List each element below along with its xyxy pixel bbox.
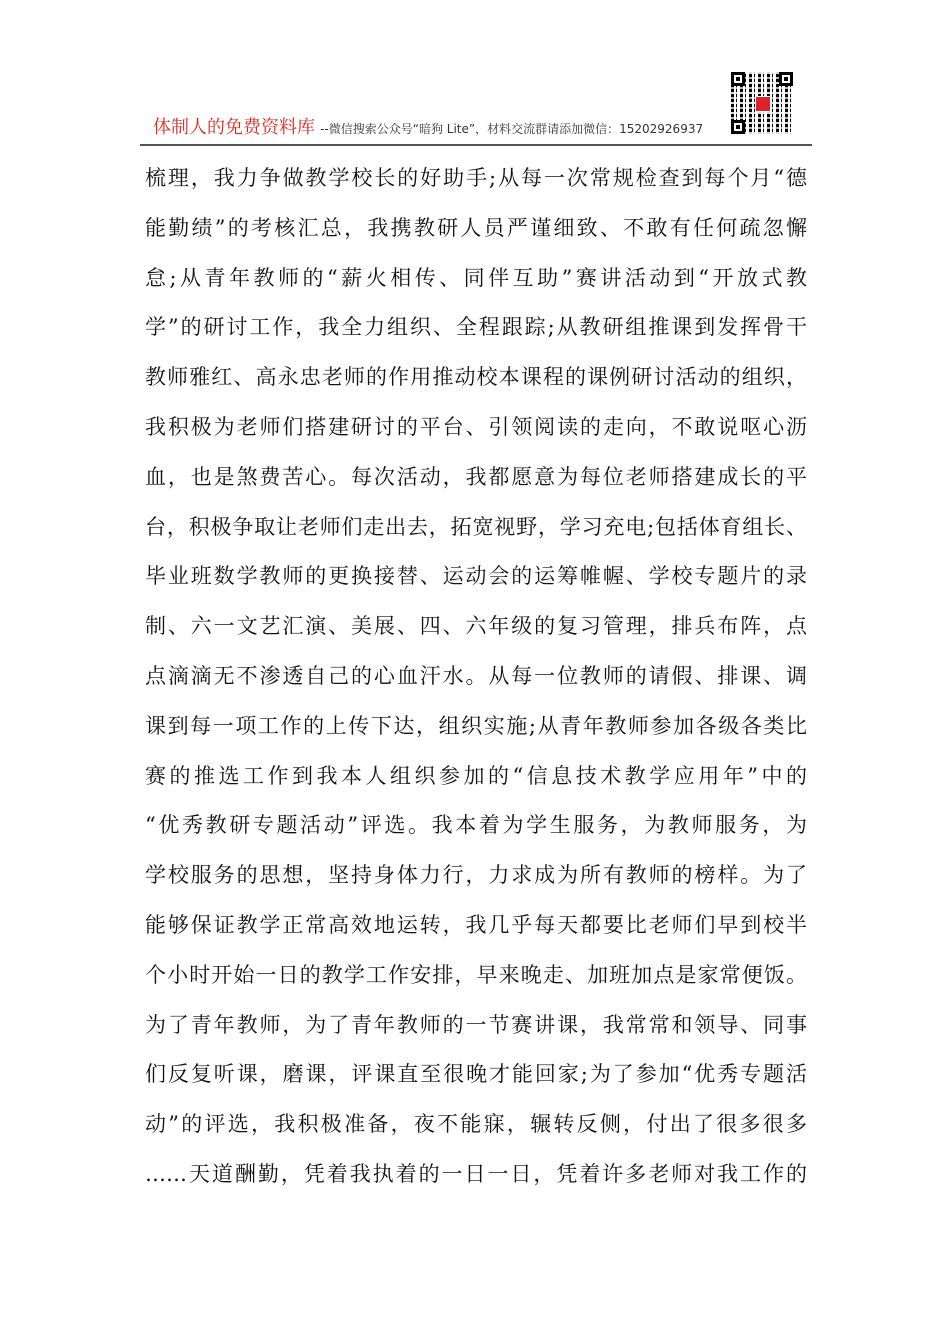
paragraph-line: 毕业班数学教师的更换接替、运动会的运筹帷幄、学校专题片的录 [145,564,807,589]
qr-code-icon [731,72,793,134]
header-subtitle: --微信搜索公众号“暗狗 Lite”，材料交流群请添加微信：15202926937 [320,122,704,136]
paragraph-line: 学校服务的思想，坚持身体力行，力求成为所有教师的榜样。为了 [145,863,807,888]
paragraph-line: 怠;从青年教师的“薪火相传、同伴互助”赛讲活动到“开放式教 [145,265,807,290]
qr-logo-icon [755,96,771,112]
qr-finder-icon [731,120,745,134]
header-divider [140,144,812,146]
page-header [153,118,728,139]
paragraph-line: 台，积极争取让老师们走出去，拓宽视野，学习充电;包括体育组长、 [145,514,807,539]
paragraph-line: 动”的评选，我积极准备，夜不能寐，辗转反侧，付出了很多很多 [145,1112,807,1137]
paragraph-line: 为了青年教师，为了青年教师的一节赛讲课，我常常和领导、同事 [145,1012,807,1037]
paragraph-line: 个小时开始一日的教学工作安排，早来晚走、加班加点是家常便饭。 [145,962,807,987]
paragraph-line: 制、六一文艺汇演、美展、四、六年级的复习管理，排兵布阵，点 [145,614,807,639]
paragraph-line: ……天道酬勤，凭着我执着的一日一日，凭着许多老师对我工作的 [145,1161,807,1186]
paragraph-line: 们反复听课，磨课，评课直至很晚才能回家;为了参加“优秀专题活 [145,1062,807,1087]
paragraph-line: 我积极为老师们搭建研讨的平台、引领阅读的走向，不敢说呕心沥 [145,414,807,439]
header-brand: 体制人的免费资料库 [153,117,315,138]
paragraph-line: 赛的推选工作到我本人组织参加的“信息技术教学应用年”中的 [145,763,807,788]
qr-finder-icon [779,72,793,86]
paragraph-line: 血，也是煞费苦心。每次活动，我都愿意为每位老师搭建成长的平 [145,464,807,489]
paragraph-line: 梳理，我力争做教学校长的好助手;从每一次常规检查到每个月“德 [145,166,807,190]
paragraph-line: 能勤绩”的考核汇总，我携教研人员严谨细致、不敢有任何疏忽懈 [145,215,807,240]
paragraph-line: “优秀教研专题活动”评选。我本着为学生服务，为教师服务，为 [145,813,807,838]
document-body [145,162,807,1208]
paragraph-line: 能够保证教学正常高效地运转，我几乎每天都要比老师们早到校半 [145,912,807,937]
paragraph-line: 课到每一项工作的上传下达，组织实施;从青年教师参加各级各类比 [145,713,807,738]
qr-finder-icon [731,72,745,86]
paragraph-line: 教师雅红、高永忠老师的作用推动校本课程的课例研讨活动的组织， [145,365,807,390]
paragraph-line: 点滴滴无不渗透自己的心血汗水。从每一位教师的请假、排课、调 [145,663,807,688]
paragraph-line: 学”的研讨工作，我全力组织、全程跟踪;从教研组推课到发挥骨干 [145,315,807,340]
